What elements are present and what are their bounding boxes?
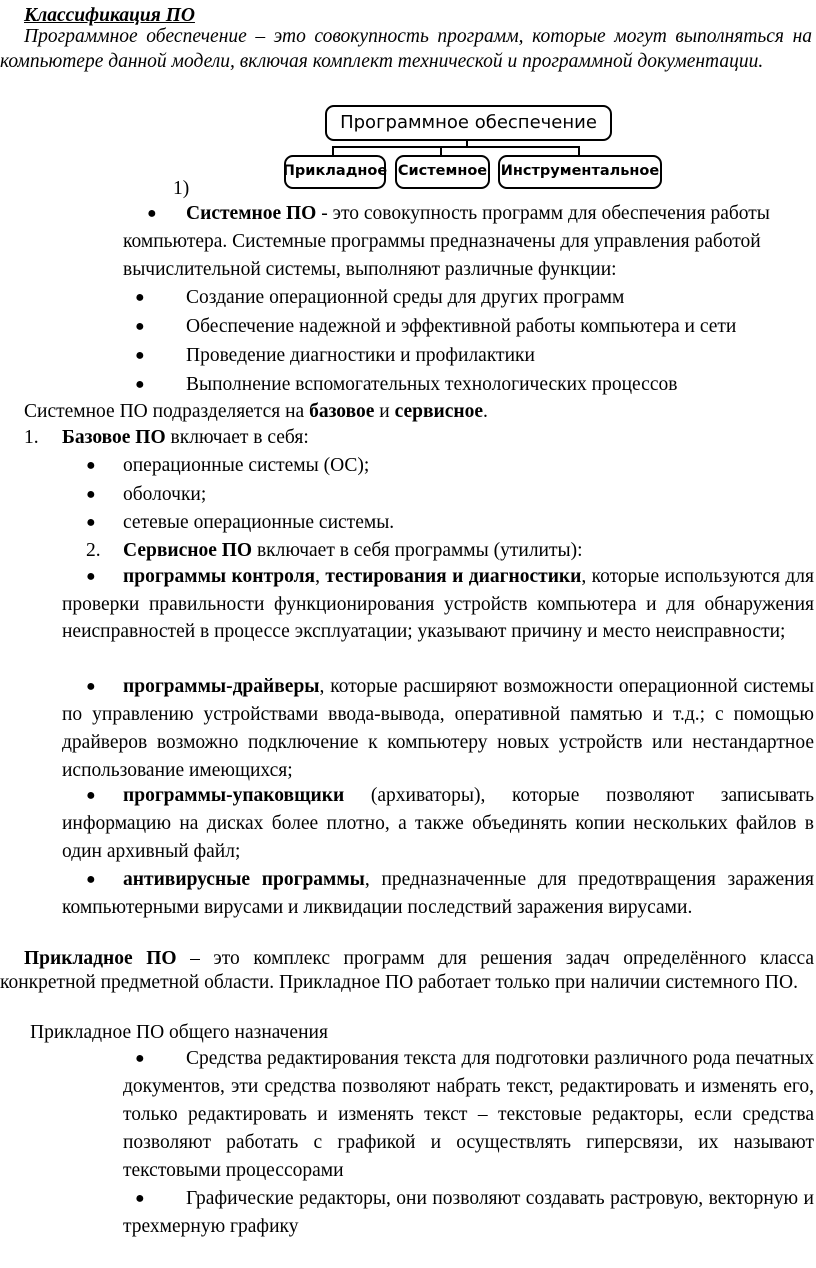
general-purpose-heading: Прикладное ПО общего назначения — [30, 1022, 328, 1043]
service-item-bold: тестирования и диагностики — [325, 566, 582, 587]
system-function-item: Выполнение вспомогательных технологических процессов — [186, 374, 678, 395]
service-item-drivers — [62, 673, 814, 785]
bullet: ● — [86, 787, 96, 804]
base-item: оболочки; — [123, 484, 207, 505]
bullet: ● — [86, 514, 96, 531]
system-function-item: Обеспечение надежной и эффективной работы компьютера и сети — [186, 316, 737, 337]
service-item-text: (архиваторы), которые позволяют записывать информацию на дисках более плотно, а также объединять копии нескольких файлов в один архивный файл; — [62, 785, 814, 862]
general-item-text-editors: Средства редактирования текста для подготовки различного рода печатных документов, эти средства позволяют набрать текст, редактировать и изменять его, только редактировать и изменять текст – текстовые редакторы, если средства позволяют работать с графикой и осуществлять гиперсвязи, их называют текстовыми процессорами — [123, 1048, 814, 1181]
service-item-antivirus — [62, 866, 814, 922]
bullet: ● — [86, 678, 96, 695]
bullet: ● — [86, 486, 96, 503]
applied-term: Прикладное ПО — [24, 948, 177, 969]
service-item-bold: программы-упаковщики — [123, 785, 345, 806]
service-heading-text: включает в себя программы (утилиты): — [252, 540, 583, 561]
base-item: сетевые операционные системы. — [123, 512, 395, 533]
base-heading — [62, 424, 309, 452]
bullet: ● — [135, 289, 145, 306]
diagram-connector — [332, 146, 579, 148]
service-number: 2. — [86, 540, 101, 561]
service-item-bold: антивирусные программы — [123, 869, 365, 890]
subdivide-bold-base: базовое — [309, 401, 375, 422]
base-number: 1. — [24, 427, 39, 448]
list-marker: 1) — [173, 178, 190, 199]
system-term: Системное ПО — [186, 203, 317, 224]
bullet: ● — [86, 871, 96, 888]
bullet: ● — [135, 318, 145, 335]
bullet: ● — [135, 1050, 145, 1067]
diagram-root-box: Программное обеспечение — [325, 105, 612, 141]
intro-paragraph: Программное обеспечение – это совокупность программ, которые могут выполняться на компьютере данной модели, включая комплект технической и программной документации. — [0, 26, 812, 72]
service-item-control — [62, 563, 814, 646]
bullet: ● — [86, 568, 96, 585]
bullet: ● — [135, 347, 145, 364]
classification-diagram — [282, 102, 664, 188]
bullet: ● — [86, 457, 96, 474]
service-term: Сервисное ПО — [123, 540, 253, 561]
base-heading-text: включает в себя: — [165, 427, 309, 448]
service-item-bold: программы контроля — [123, 566, 316, 587]
service-item-text: , которые используются для проверки правильности функционирования устройств компьютера и для обнаружения неисправностей в процессе эксплуатации; указывают причину и место неисправности; — [62, 566, 814, 642]
bullet: ● — [135, 1190, 145, 1207]
subdivide-sentence — [24, 398, 488, 426]
system-function-item: Проведение диагностики и профилактики — [186, 345, 535, 366]
system-definition-line2: компьютера. Системные программы предназначены для управления работой — [123, 231, 761, 252]
subdivide-bold-service: сервисное — [394, 401, 484, 422]
subdivide-text: . — [483, 401, 488, 422]
service-item-text: , — [315, 566, 326, 587]
diagram-box-system: Системное — [395, 155, 490, 189]
general-item-graphics-editors: Графические редакторы, они позволяют создавать растровую, векторную и трехмерную графику — [123, 1188, 814, 1237]
diagram-box-applied: Прикладное — [284, 155, 386, 189]
subdivide-text: Системное ПО подразделяется на — [24, 401, 310, 422]
service-item-packers — [62, 782, 814, 866]
subdivide-text: и — [374, 401, 395, 422]
system-definition-line3: вычислительной системы, выполняют различные функции: — [123, 259, 617, 280]
bullet: ● — [147, 205, 157, 222]
system-function-item: Создание операционной среды для других программ — [186, 287, 625, 308]
system-definition-text: - это совокупность программ для обеспечения работы — [316, 203, 770, 224]
bullet: ● — [135, 376, 145, 393]
service-item-text: , которые расширяют возможности операционной системы по управлению устройствами ввода-вывода, оперативной памятью и т.д.; с помощью драйверов возможно подключение к компьютеру новых устройств или нестандартное использование имеющихся; — [62, 676, 814, 781]
base-item: операционные системы (ОС); — [123, 455, 370, 476]
service-item-text: , предназначенные для предотвращения заражения компьютерными вирусами и ликвидации последствий заражения вирусами. — [62, 869, 814, 918]
service-item-bold: программы-драйверы — [123, 676, 320, 697]
service-heading — [123, 537, 583, 565]
page-title: Классификация ПО — [24, 5, 195, 26]
applied-definition — [0, 947, 814, 995]
system-definition-line1 — [186, 200, 770, 228]
base-term: Базовое ПО — [62, 427, 166, 448]
diagram-box-instrumental: Инструментальное — [498, 155, 662, 189]
applied-text: – это комплекс программ для решения задач определённого класса конкретной предметной области. Прикладное ПО работает только при наличии системного ПО. — [0, 948, 815, 993]
